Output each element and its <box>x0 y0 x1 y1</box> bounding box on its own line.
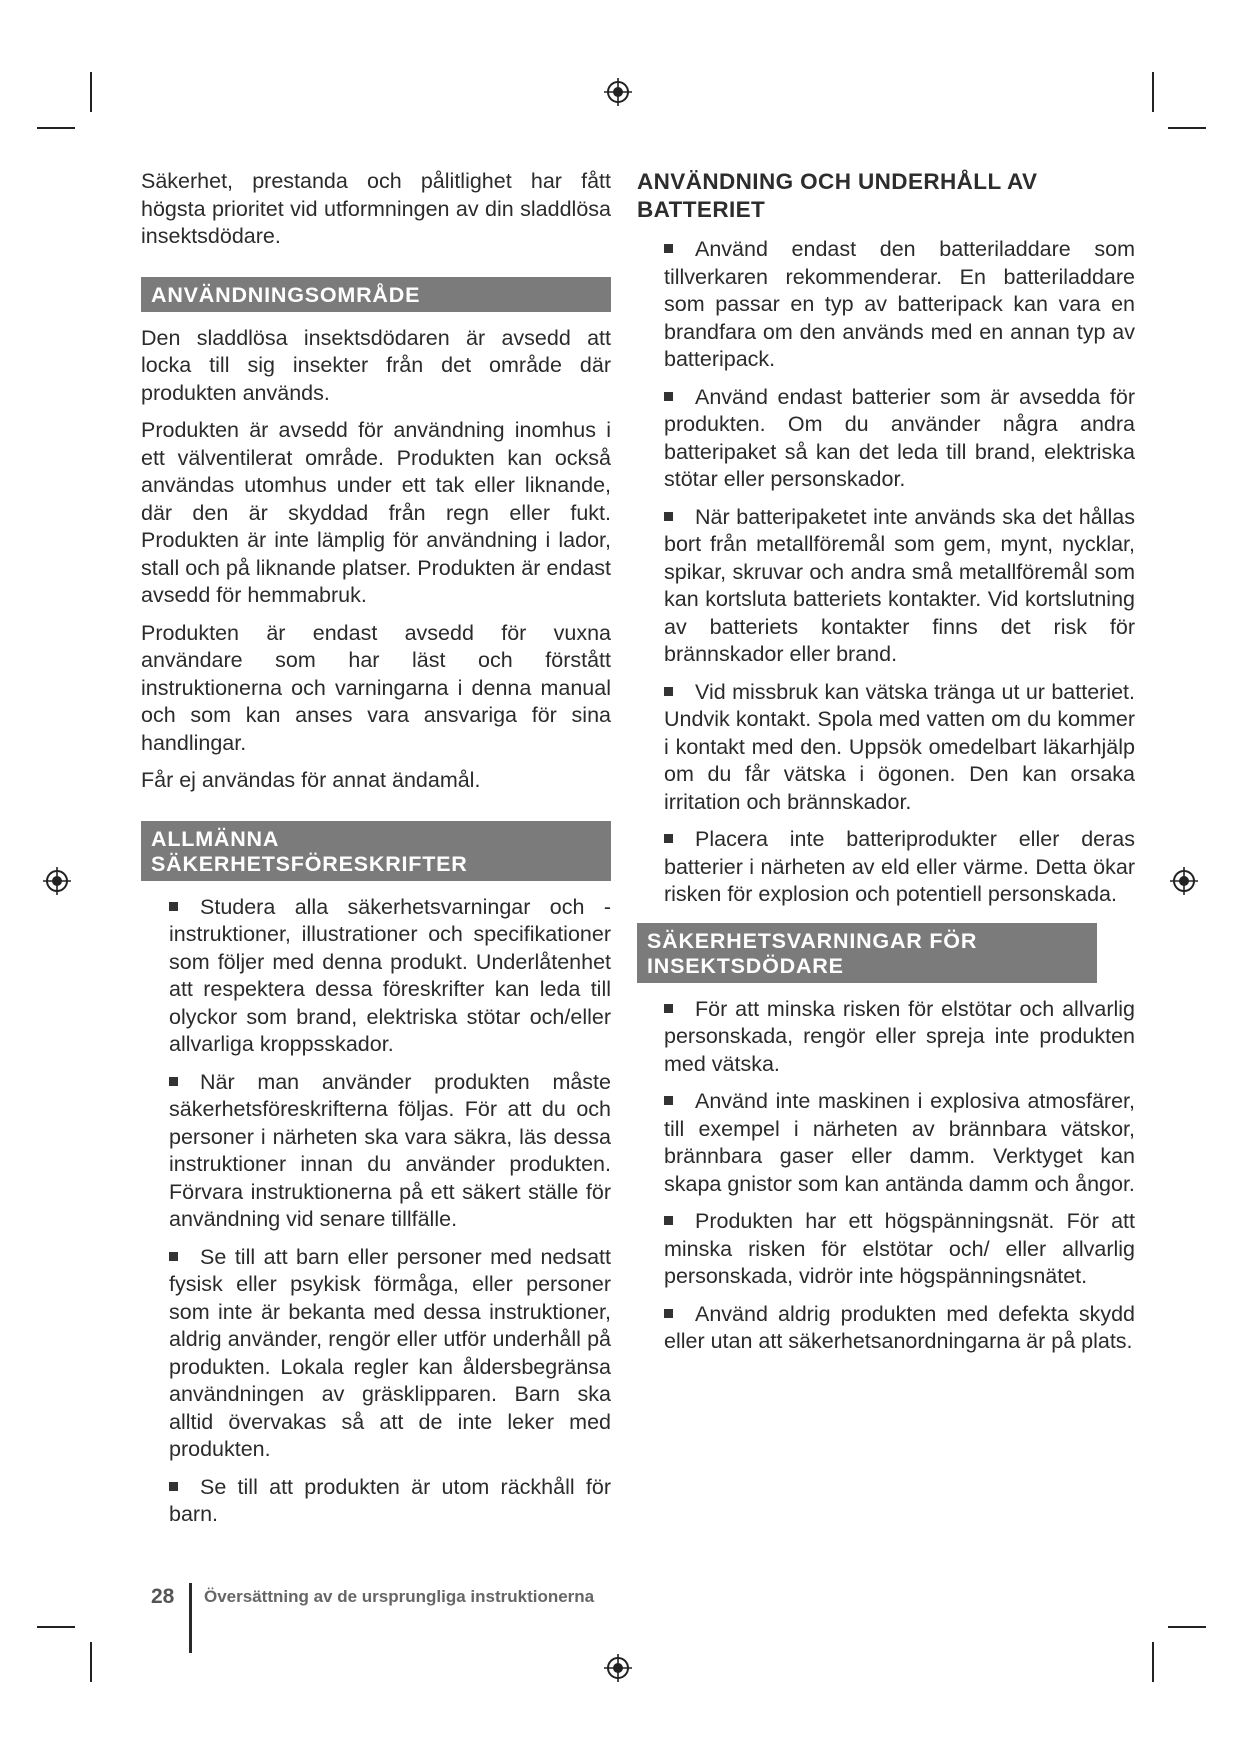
bullet-square-icon <box>664 244 673 253</box>
battery-list <box>637 236 1135 909</box>
left-column <box>141 168 611 1539</box>
bullet-square-icon <box>664 392 673 401</box>
registration-mark-icon <box>42 866 72 896</box>
list-item: Studera alla säkerhetsvarningar och -instruktioner, illustrationer och specifikationer som följer med denna produkt. Underlåtenhet att respektera dessa föreskrifter kan leda till olyckor som brand, elektriska stötar och/eller allvarliga kroppsskador. <box>169 894 611 1056</box>
list-item: Se till att barn eller personer med nedsatt fysisk eller psykisk förmåga, eller personer som inte är bekanta med dessa instruktioner, aldrig använder, rengör eller utför underhåll på produkten. Lokala regler kan åldersbegränsa användningen av gräsklipparen. Barn ska alltid övervakas så att de inte leker med produkten. <box>169 1244 611 1461</box>
crop-mark <box>1168 1626 1206 1628</box>
crop-mark <box>37 127 75 129</box>
registration-mark-icon <box>1169 866 1199 896</box>
crop-mark <box>1168 127 1206 129</box>
bullet-square-icon <box>169 902 178 911</box>
page-number: 28 <box>151 1585 175 1608</box>
intro-paragraph: Säkerhet, prestanda och pålitlighet har fått högsta prioritet vid utformningen av din sladdlösa insektsdödare. <box>141 169 611 248</box>
section-heading-general-safety: ALLMÄNNA SÄKERHETSFÖRESKRIFTER <box>141 821 611 881</box>
right-column <box>637 168 1135 1366</box>
crop-mark <box>90 1642 92 1682</box>
list-item: När batteripaketet inte används ska det hållas bort från metallföremål som gem, mynt, nycklar, spikar, skruvar och andra små metallföremål som kan kortsluta batteriets kontakter. Vid kortslutning av batteriets kontakter finns det risk för brännskador eller brand. <box>664 504 1135 666</box>
crop-mark <box>90 72 92 112</box>
paragraph: Produkten är avsedd för användning inomhus i ett välventilerat område. Produkten kan också användas utomhus under ett tak eller liknande, där den är skyddad från regn eller fukt. Produkten är inte lämplig för användning i lador, stall och på liknande platser. Produkten är endast avsedd för hemmabruk. <box>141 418 611 607</box>
list-item: Placera inte batteriprodukter eller deras batterier i närheten av eld eller värme. Detta ökar risken för explosion och potentiell personskada. <box>664 827 1135 906</box>
bullet-square-icon <box>169 1077 178 1086</box>
list-item: För att minska risken för elstötar och allvarlig personskada, rengör eller spreja inte produkten med vätska. <box>664 996 1135 1076</box>
bullet-square-icon <box>169 1482 178 1491</box>
section-heading-insect-killer-warnings: SÄKERHETSVARNINGAR FÖR INSEKTSDÖDARE <box>637 923 1097 983</box>
bullet-square-icon <box>664 687 673 696</box>
list-item: Använd inte maskinen i explosiva atmosfärer, till exempel i närheten av brännbara vätskor, brännbara gaser eller damm. Verktyget kan skapa gnistor som kan antända damm och ångor. <box>664 1089 1135 1196</box>
list-item: Se till att produkten är utom räckhåll för barn. <box>169 1474 611 1526</box>
list-item: När man använder produkten måste säkerhetsföreskrifterna följas. För att du och personer i närheten ska vara säkra, läs dessa instruktioner innan du använder produkten. Förvara instruktionerna på ett säkert ställe för användning vid senare tillfälle. <box>169 1069 611 1231</box>
bullet-square-icon <box>664 1216 673 1225</box>
footer-text: Översättning av de ursprungliga instruktionerna <box>204 1587 595 1606</box>
list-item: Använd endast batterier som är avsedda för produkten. Om du använder några andra batteripaket så kan det leda till brand, elektriska stötar eller personskador. <box>664 384 1135 491</box>
registration-mark-icon <box>603 77 633 107</box>
insect-killer-list <box>637 996 1135 1356</box>
bullet-square-icon <box>664 512 673 521</box>
list-item: Produkten har ett högspänningsnät. För att minska risken för elstötar och/ eller allvarlig personskada, vidrör inte högspänningsnätet. <box>664 1209 1135 1288</box>
bullet-square-icon <box>664 1096 673 1105</box>
crop-mark <box>1152 1642 1154 1682</box>
general-safety-list <box>141 894 611 1529</box>
paragraph: Den sladdlösa insektsdödaren är avsedd att locka till sig insekter från det område där produkten används. <box>141 325 611 405</box>
bullet-square-icon <box>664 834 673 843</box>
list-item: Använd aldrig produkten med defekta skydd eller utan att säkerhetsanordningarna är på plats. <box>664 1301 1135 1353</box>
bullet-square-icon <box>664 1004 673 1013</box>
paragraph: Får ej användas för annat ändamål. <box>141 768 481 792</box>
section-heading-battery: ANVÄNDNING OCH UNDERHÅLL AV BATTERIET <box>637 169 1038 222</box>
bullet-square-icon <box>169 1252 178 1261</box>
crop-mark <box>1152 72 1154 112</box>
bullet-square-icon <box>664 1309 673 1318</box>
crop-mark <box>37 1626 75 1628</box>
registration-mark-icon <box>603 1653 633 1683</box>
list-item: Använd endast den batteriladdare som tillverkaren rekommenderar. En batteriladdare som passar en typ av batteripack kan vara en brandfara om den används med en annan typ av batteripack. <box>664 237 1135 371</box>
section-heading-usage-area: ANVÄNDNINGSOMRÅDE <box>141 277 611 312</box>
footer-divider <box>189 1583 192 1653</box>
list-item: Vid missbruk kan vätska tränga ut ur batteriet. Undvik kontakt. Spola med vatten om du kommer i kontakt med den. Uppsök omedelbart läkarhjälp om du får vätska i ögonen. Den kan orsaka irritation och brännskador. <box>664 679 1135 814</box>
paragraph: Produkten är endast avsedd för vuxna användare som har läst och förstått instruktionerna och varningarna i denna manual och som kan anses vara ansvariga för sina handlingar. <box>141 620 611 755</box>
